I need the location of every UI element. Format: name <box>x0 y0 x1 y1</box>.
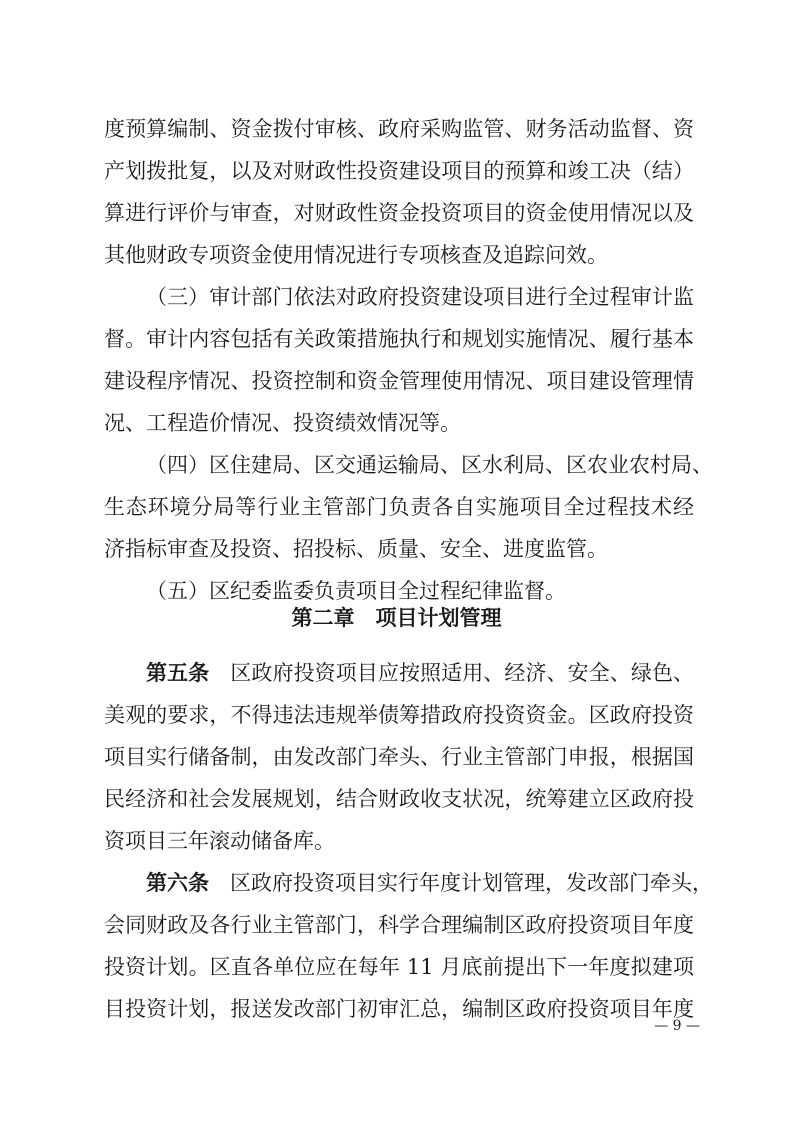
body-text-line: 产划拨批复，以及对财政性投资建设项目的预算和竣工决（结） <box>104 159 694 183</box>
body-text-line: 投资计划。区直各单位应在每年 11 月底前提出下一年度拟建项 <box>104 955 694 979</box>
page-number: — 9 — <box>654 1018 700 1034</box>
body-text-line: （四）区住建局、区交通运输局、区水利局、区农业农村局、 <box>146 453 713 477</box>
body-text-line: 其他财政专项资金使用情况进行专项核查及追踪问效。 <box>104 243 608 267</box>
body-text-line: 会同财政及各行业主管部门，科学合理编制区政府投资项目年度 <box>104 913 694 937</box>
chapter-title: 第二章 项目计划管理 <box>291 606 502 630</box>
body-text-line: 目投资计划，报送发改部门初审汇总，编制区政府投资项目年度 <box>104 997 694 1021</box>
article-label: 第五条 <box>146 661 210 685</box>
body-text-line: 项目实行储备制，由发改部门牵头、行业主管部门申报，根据国 <box>104 745 694 769</box>
article-label: 第六条 <box>146 871 209 895</box>
body-text-line: 济指标审查及投资、招投标、质量、安全、进度监管。 <box>104 537 608 561</box>
body-text-line: 建设程序情况、投资控制和资金管理使用情况、项目建设管理情 <box>104 369 694 393</box>
article-first-line <box>146 656 694 690</box>
body-text-line: 算进行评价与审查，对财政性资金投资项目的资金使用情况以及 <box>104 201 694 225</box>
body-text-line: 资项目三年滚动储备库。 <box>104 829 335 853</box>
body-text-line: 美观的要求，不得违法违规举债筹措政府投资资金。区政府投资 <box>104 703 694 727</box>
article-first-line <box>146 866 713 900</box>
body-text-line: 况、工程造价情况、投资绩效情况等。 <box>104 411 461 435</box>
body-text-line: （五）区纪委监委负责项目全过程纪律监督。 <box>146 579 566 603</box>
body-text-line: 度预算编制、资金拨付审核、政府采购监管、财务活动监督、资 <box>104 117 694 141</box>
body-text-line: 民经济和社会发展规划，结合财政收支状况，统筹建立区政府投 <box>104 787 694 811</box>
article-text: 区政府投资项目应按照适用、经济、安全、绿色、 <box>230 661 695 685</box>
body-text-line: 督。审计内容包括有关政策措施执行和规划实施情况、履行基本 <box>104 327 694 351</box>
body-text-line: （三）审计部门依法对政府投资建设项目进行全过程审计监 <box>146 285 694 309</box>
article-text: 区政府投资项目实行年度计划管理，发改部门牵头， <box>230 871 713 895</box>
body-text-line: 生态环境分局等行业主管部门负责各自实施项目全过程技术经 <box>104 495 694 519</box>
